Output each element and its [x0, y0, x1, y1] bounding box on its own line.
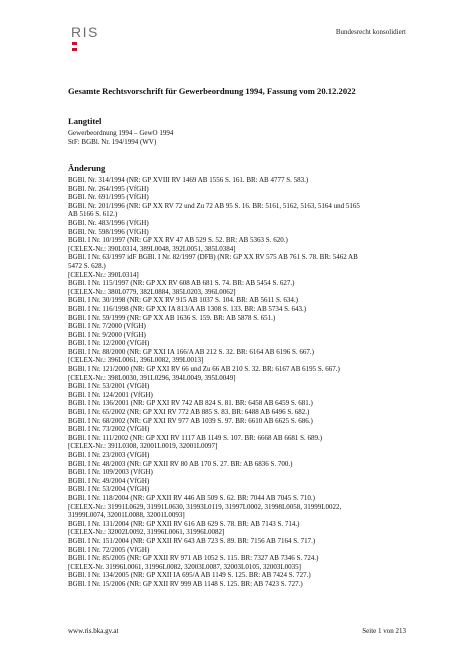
- amendment-line: BGBl. I Nr. 111/2002 (NR: GP XXI RV 1117 AB 1149 S. 107. BR: 6668 AB 6681 S. 689.): [68, 433, 323, 442]
- amendment-line: [CELEX-Nr.: 396L0061, 396L0082, 399L0013]: [68, 356, 204, 365]
- amendment-line: BGBl. I Nr. 109/2003 (VfGH): [68, 468, 153, 477]
- amendment-line: BGBl. I Nr. 85/2005 (NR: GP XXII RV 971 AB 1052 S. 115. BR: 7327 AB 7346 S. 724.): [68, 554, 319, 563]
- amendment-line: BGBl. I Nr. 48/2003 (NR: GP XXII RV 80 AB 170 S. 27. BR: AB 6836 S. 700.): [68, 459, 293, 468]
- amendment-line: [CELEX-Nr.: 398L0030, 391L0296, 394L0049, 395L0049]: [68, 373, 236, 382]
- amendment-list: [68, 176, 408, 589]
- langtitel-line: Gewerbeordnung 1994 – GewO 1994: [68, 129, 174, 137]
- logo-text: RIS: [71, 24, 99, 40]
- ris-logo: [71, 25, 99, 39]
- amendment-line: 5472 S. 628.): [68, 261, 106, 270]
- amendment-line: BGBl. Nr. 201/1996 (NR: GP XX RV 72 und Zu 72 AB 95 S. 16. BR: 5161, 5162, 5163, 5164 und 5165: [68, 201, 360, 210]
- langtitel-heading: Langtitel: [68, 116, 102, 126]
- header-consolidated-label: Bundesrecht konsolidiert: [335, 28, 406, 36]
- amendment-line: BGBl. I Nr. 12/2000 (VfGH): [68, 339, 150, 348]
- amendment-line: BGBl. I Nr. 151/2004 (NR: GP XXII RV 643 AB 723 S. 89. BR: 7156 AB 7164 S. 717.): [68, 536, 316, 545]
- amendment-line: 31999L0074, 32001L0088, 32001L0093]: [68, 511, 185, 520]
- amendment-line: BGBl. I Nr. 10/1997 (NR: GP XX RV 47 AB 529 S. 52. BR: AB 5363 S. 620.): [68, 236, 288, 245]
- amendment-line: BGBl. I Nr. 88/2000 (NR: GP XXI IA 166/A AB 212 S. 32. BR: 6164 AB 6196 S. 667.): [68, 347, 314, 356]
- amendment-line: BGBl. I Nr. 49/2004 (VfGH): [68, 476, 150, 485]
- amendment-line: BGBl. Nr. 598/1996 (VfGH): [68, 227, 149, 236]
- amendment-line: BGBl. I Nr. 131/2004 (NR: GP XXII RV 616 AB 629 S. 78. BR: AB 7143 S. 714.): [68, 519, 300, 528]
- amendment-line: BGBl. I Nr. 134/2005 (NR: GP XXII IA 695/A AB 1149 S. 125. BR: AB 7424 S. 727.): [68, 571, 311, 580]
- amendment-line: BGBl. I Nr. 68/2002 (NR: GP XXI RV 977 AB 1039 S. 97. BR: 6610 AB 6625 S. 686.): [68, 416, 313, 425]
- amendment-line: AB 5166 S. 612.): [68, 210, 118, 219]
- langtitel-lines: [68, 129, 173, 146]
- amendment-line: BGBl. I Nr. 116/1998 (NR: GP XX IA 813/A AB 1308 S. 133. BR: AB 5734 S. 643.): [68, 304, 307, 313]
- amendment-line: BGBl. I Nr. 9/2000 (VfGH): [68, 330, 146, 339]
- amendment-line: BGBl. I Nr. 53/2004 (VfGH): [68, 485, 150, 494]
- logo-bar-bottom: [72, 48, 77, 51]
- amendment-line: BGBl. I Nr. 15/2006 (NR: GP XXII RV 999 AB 1148 S. 125. BR: AB 7423 S. 727.): [68, 579, 303, 588]
- amendment-line: [CELEX-Nr.: 380L0779, 382L0884, 385L0203, 396L0062]: [68, 287, 236, 296]
- amendment-line: [CELEX-Nr.: 390L0314, 389L0048, 392L0051, 385L0384]: [68, 244, 236, 253]
- amendment-line: [CELEX-Nr.: 31991L0629, 31991L0630, 31993L0119, 31997L0002, 31998L0058, 31999L0022,: [68, 502, 342, 511]
- amendment-line: BGBl. Nr. 264/1995 (VfGH): [68, 184, 149, 193]
- amendment-line: BGBl. I Nr. 115/1997 (NR: GP XX RV 608 AB 681 S. 74. BR: AB 5454 S. 627.): [68, 279, 295, 288]
- amendment-line: BGBl. I Nr. 65/2002 (NR: GP XXI RV 772 AB 885 S. 83. BR: 6488 AB 6496 S. 682.): [68, 408, 310, 417]
- aenderung-heading: Änderung: [68, 163, 106, 173]
- amendment-line: BGBl. I Nr. 136/2001 (NR: GP XXI RV 742 AB 824 S. 81. BR: 6458 AB 6459 S. 681.): [68, 399, 313, 408]
- amendment-line: BGBl. I Nr. 73/2002 (VfGH): [68, 425, 150, 434]
- aenderung-section: [68, 163, 105, 174]
- document-title: Gesamte Rechtsvorschrift für Gewerbeordnung 1994, Fassung vom 20.12.2022: [68, 86, 356, 96]
- amendment-line: BGBl. I Nr. 59/1999 (NR: GP XX AB 1636 S. 159. BR: AB 5878 S. 651.): [68, 313, 276, 322]
- amendment-line: BGBl. Nr. 483/1996 (VfGH): [68, 218, 149, 227]
- amendment-line: BGBl. I Nr. 72/2005 (VfGH): [68, 545, 150, 554]
- amendment-line: BGBl. I Nr. 118/2004 (NR: GP XXII RV 446 AB 509 S. 62. BR: 7044 AB 7045 S. 710.): [68, 493, 315, 502]
- footer-url: www.ris.bka.gv.at: [68, 627, 119, 635]
- amendment-line: [CELEX-Nr.: 32002L0092, 31996L0061, 31996L0082]: [68, 528, 225, 537]
- amendment-line: BGBl. I Nr. 53/2001 (VfGH): [68, 382, 150, 391]
- amendment-line: BGBl. Nr. 691/1995 (VfGH): [68, 193, 149, 202]
- langtitel-line: StF: BGBl. Nr. 194/1994 (WV): [68, 137, 157, 146]
- amendment-line: BGBl. I Nr. 124/2001 (VfGH): [68, 390, 153, 399]
- logo-bar-top: [72, 42, 77, 45]
- amendment-line: BGBl. I Nr. 63/1997 idF BGBl. I Nr. 82/1997 (DFB) (NR: GP XX RV 575 AB 761 S. 78. BR: 5462 AB: [68, 253, 358, 262]
- amendment-line: [CELEX-Nr.: 390L0314]: [68, 270, 139, 279]
- langtitel-section: [68, 116, 173, 146]
- amendment-line: BGBl. I Nr. 7/2000 (VfGH): [68, 322, 146, 331]
- amendment-line: BGBl. Nr. 314/1994 (NR: GP XVIII RV 1469 AB 1556 S. 161. BR: AB 4777 S. 583.): [68, 176, 309, 184]
- amendment-line: [CELEX-Nr. 31996L0061, 31996L0082, 32003L0087, 32003L0105, 32003L0035]: [68, 562, 301, 571]
- amendment-line: BGBl. I Nr. 23/2003 (VfGH): [68, 451, 150, 459]
- amendment-line: BGBl. I Nr. 121/2000 (NR: GP XXI RV 66 und Zu 66 AB 210 S. 32. BR: 6167 AB 6195 S. 667.): [68, 365, 340, 374]
- amendment-line: BGBl. I Nr. 30/1998 (NR: GP XX RV 915 AB 1037 S. 104. BR: AB 5611 S. 634.): [68, 296, 299, 305]
- footer-page-number: Seite 1 von 213: [362, 627, 406, 635]
- amendment-line: [CELEX-Nr.: 391L0308, 32001L0019, 32001L0097]: [68, 442, 218, 451]
